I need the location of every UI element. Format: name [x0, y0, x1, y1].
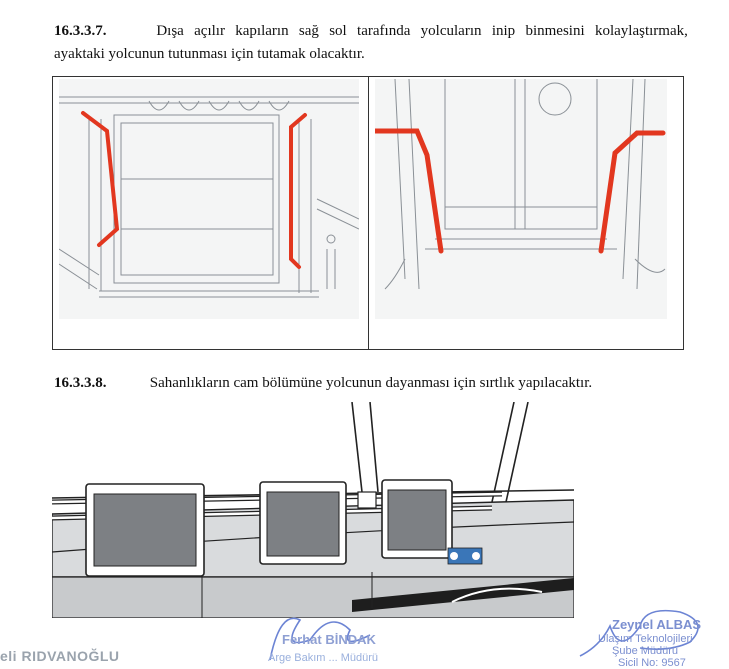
signature-title-right-1: Ulaşım Teknolojileri — [598, 633, 693, 645]
paragraph-line-2: ayaktaki yolcunun tutunması için tutamak olacaktır. — [54, 46, 365, 62]
word: kapıların — [235, 23, 289, 39]
table-divider — [368, 77, 369, 349]
section-number: 16.3.3.7. — [54, 23, 107, 39]
word: sağ — [298, 23, 319, 39]
paragraph-line-1 — [54, 20, 688, 43]
word: yolcuların — [420, 23, 482, 39]
word: açılır — [194, 23, 225, 39]
paragraph-text: Sahanlıkların cam bölümüne yolcunun dayanması için sırtlık yapılacaktır. — [149, 375, 593, 391]
figure-table — [52, 76, 684, 350]
section-number: 16.3.3.8. — [54, 375, 107, 391]
word: kolaylaştırmak, — [594, 23, 688, 39]
paragraph-16-3-3-8 — [54, 372, 688, 395]
signature-name-left: eli RIDVANOĞLU — [0, 648, 120, 664]
signature-title-middle: Arge Bakım ... Müdürü — [268, 652, 379, 664]
word: Dışa — [156, 23, 184, 39]
bus-backrest-illustration — [52, 402, 574, 618]
word: sol — [329, 23, 347, 39]
signature-name-middle: Ferhat BİNDAK — [282, 632, 376, 647]
signature-title-right-3: Sicil No: 9567 — [618, 657, 686, 669]
photo-door-handrails-right — [375, 79, 667, 319]
paragraph-16-3-3-7 — [54, 20, 688, 66]
signature-title-right-2: Şube Müdürü — [612, 645, 679, 657]
photo-door-handrails-left — [59, 79, 359, 319]
word: tarafında — [357, 23, 411, 39]
word: binmesini — [525, 23, 585, 39]
signature-name-right: Zeynel ALBAS — [612, 617, 702, 632]
word: inip — [491, 23, 516, 39]
